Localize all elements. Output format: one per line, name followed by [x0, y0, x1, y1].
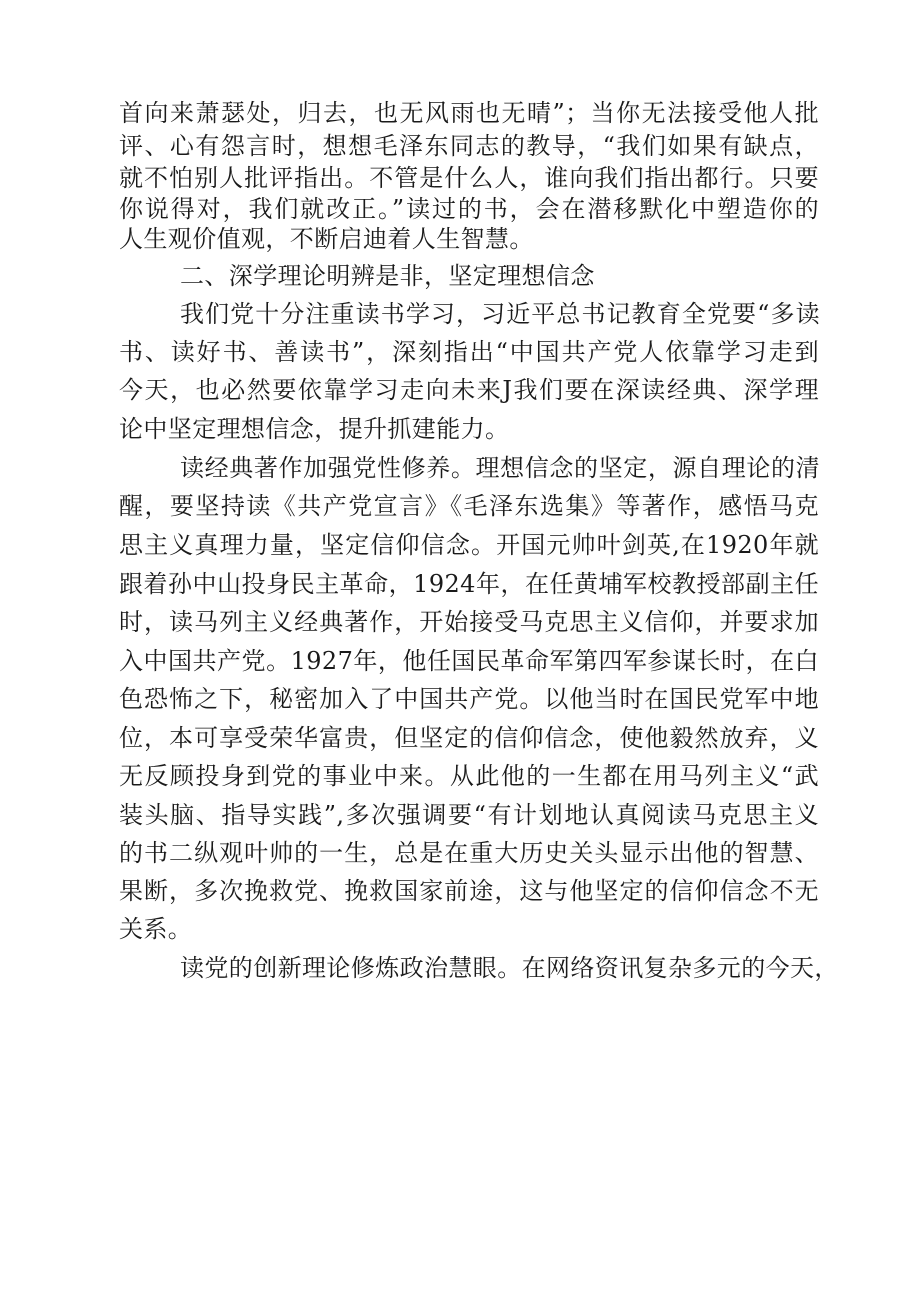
text-line: 无反顾投身到党的事业中来。从此他的一生都在用马列主义“武	[119, 762, 819, 790]
text-line: 醒，要坚持读《共产党宣言》《毛泽东选集》等著作，感悟马克	[119, 492, 819, 520]
text-line: 就不怕别人批评指出。不管是什么人，谁向我们指出都行。只要	[119, 164, 819, 192]
text-line: 论中坚定理想信念，提升抓建能力。	[119, 415, 510, 443]
text-line: 首向来萧瑟处，归去，也无风雨也无晴”；当你无法接受他人批	[119, 99, 819, 127]
text-line: 入中国共产党。1927年，他任国民革命军第四军参谋长时，在白	[119, 647, 819, 675]
paragraph-first-line: 我们党十分注重读书学习，习近平总书记教育全党要“多读	[180, 300, 820, 328]
text-line: 果断，多次挽救党、挽救国家前途，这与他坚定的信仰信念不无	[119, 877, 819, 905]
paragraph-first-line: 读党的创新理论修炼政治慧眼。在网络资讯复杂多元的今天，	[180, 954, 839, 982]
text-line: 人生观价值观，不断启迪着人生智慧。	[119, 225, 534, 253]
text-line: 你说得对，我们就改正。”读过的书，会在潜移默化中塑造你的	[119, 195, 819, 223]
text-line: 色恐怖之下，秘密加入了中国共产党。以他当时在国民党军中地	[119, 685, 819, 713]
text-line: 的书二纵观叶帅的一生，总是在重大历史关头显示出他的智慧、	[119, 839, 819, 867]
text-line: 位，本可享受荣华富贵，但坚定的信仰信念，使他毅然放弃，义	[119, 724, 819, 752]
text-line: 思主义真理力量，坚定信仰信念。开国元帅叶剑英,在1920年就	[119, 531, 819, 559]
text-line: 时，读马列主义经典著作，开始接受马克思主义信仰，并要求加	[119, 608, 819, 636]
text-line: 跟着孙中山投身民主革命，1924年，在任黄埔军校教授部副主任	[119, 570, 819, 598]
text-line: 今天，也必然要依靠学习走向未来J我们要在深读经典、深学理	[119, 376, 819, 404]
paragraph-first-line: 读经典著作加强党性修养。理想信念的坚定，源自理论的清	[180, 454, 820, 482]
section-heading: 二、深学理论明辨是非，坚定理想信念	[180, 262, 595, 290]
text-line: 评、心有怨言时，想想毛泽东同志的教导，“我们如果有缺点，	[119, 132, 819, 160]
text-line: 书、读好书、善读书”，深刻指出“中国共产党人依靠学习走到	[119, 338, 819, 366]
text-line: 装头脑、指导实践”,多次强调要“有计划地认真阅读马克思主义	[119, 801, 819, 829]
text-line: 关系。	[119, 915, 193, 943]
